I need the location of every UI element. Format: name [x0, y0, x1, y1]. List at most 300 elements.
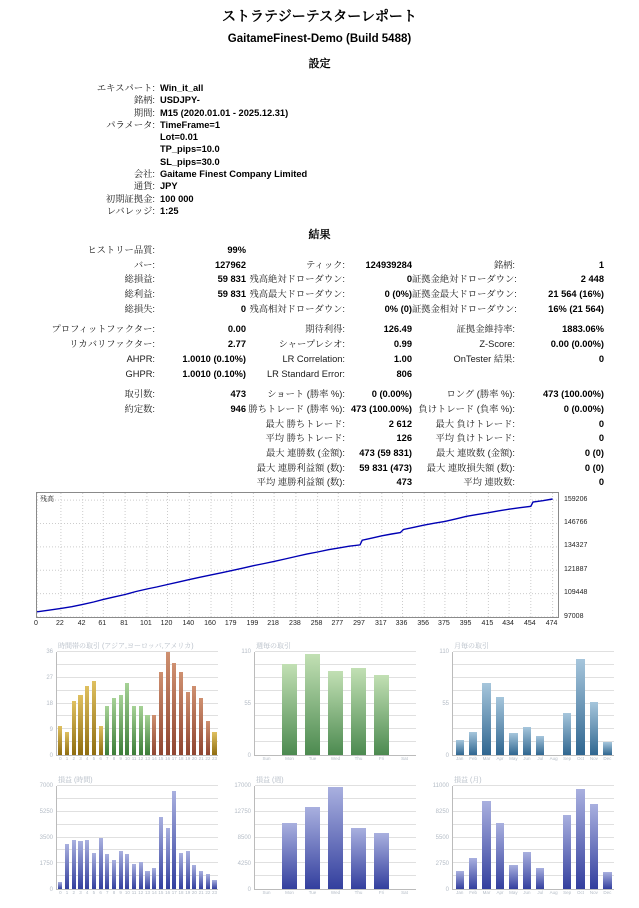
bar [351, 828, 365, 889]
bar [112, 860, 116, 889]
bar-chart-y-axis [228, 649, 254, 759]
result-value: 2 448 [580, 274, 604, 285]
result-label: ヒストリー品質: [87, 245, 155, 255]
result-label: GHPR: [125, 368, 155, 379]
bar-slot [84, 786, 91, 889]
result-value [345, 243, 412, 258]
result-label: 平均 連敗数: [463, 477, 515, 488]
bar [72, 840, 76, 889]
bar-series [453, 786, 614, 889]
bar-slot [493, 652, 506, 755]
bar-slot [184, 786, 191, 889]
x-tick-label: 15 [158, 890, 164, 895]
bar-chart [426, 775, 614, 905]
settings-row [0, 82, 307, 94]
y-tick-label: 36 [46, 649, 53, 655]
balance-x-tick-label: 356 [417, 620, 430, 627]
bar-slot [493, 786, 506, 889]
results-row [0, 272, 604, 287]
result-value: 1883.06% [562, 324, 604, 335]
y-tick-label: 110 [439, 649, 449, 655]
result-value: 0 (0.00%) [563, 403, 604, 414]
bar-chart-x-axis [255, 756, 416, 765]
bar [85, 686, 89, 755]
x-tick-label: 11 [131, 890, 137, 895]
bar [282, 664, 296, 755]
bar-slot [97, 786, 104, 889]
balance-x-tick-label: 120 [160, 620, 173, 627]
x-tick-label: Sat [401, 756, 408, 761]
bar [145, 715, 149, 755]
bar [92, 853, 96, 889]
settings-value: M15 (2020.01.01 - 2025.12.31) [160, 107, 289, 118]
bar-slot [601, 786, 614, 889]
result-value [155, 446, 246, 461]
bar [482, 801, 490, 889]
x-tick-label: Oct [577, 756, 585, 761]
settings-value: Gaitame Finest Company Limited [160, 169, 308, 180]
bar-slot [301, 786, 324, 889]
x-tick-label: 21 [198, 756, 204, 761]
result-value: 126 [396, 433, 412, 444]
result-value: 0.99 [393, 339, 412, 350]
bar [328, 671, 342, 755]
bar [576, 659, 584, 755]
settings-label: 通貨: [133, 181, 155, 192]
bar-slot [137, 786, 144, 889]
balance-y-tick-label: 109448 [564, 589, 588, 597]
x-tick-label: Tue [308, 756, 317, 761]
x-tick-label: 17 [171, 756, 177, 761]
x-tick-label: 13 [144, 890, 150, 895]
result-value: 2.77 [227, 339, 246, 350]
x-tick-label: Jul [537, 890, 544, 895]
result-value: 473 (100.00%) [351, 403, 412, 414]
bar-slot [278, 786, 301, 889]
bar [105, 706, 109, 755]
settings-value: USDJPY- [160, 95, 200, 106]
bar-slot [534, 786, 547, 889]
result-label: 負けトレード (負率 %): [418, 403, 515, 414]
x-tick-label: Feb [469, 756, 478, 761]
results-table [0, 243, 604, 490]
result-value: 946 [230, 403, 246, 414]
result-value: 0 [240, 303, 246, 314]
bar-slot [324, 786, 347, 889]
result-value: 473 [230, 389, 246, 400]
settings-section-header: 設定 [308, 58, 331, 70]
bar [509, 865, 517, 889]
bar-slot [574, 786, 587, 889]
bar-slot [184, 652, 191, 755]
bar-slot [560, 652, 573, 755]
results-row [0, 417, 604, 432]
x-tick-label: Aug [549, 756, 558, 761]
bar-chart-x-axis [453, 756, 614, 765]
y-tick-label: 17000 [234, 783, 251, 789]
results-row [0, 337, 604, 352]
x-tick-label: 2 [72, 756, 76, 761]
bar [132, 706, 136, 755]
result-label: 最大 連勝数 (金額): [265, 447, 345, 458]
bar [159, 817, 163, 889]
bar [72, 701, 76, 755]
result-value: 0 (0%) [384, 289, 412, 300]
x-tick-label: 18 [178, 890, 184, 895]
bar-slot [104, 652, 111, 755]
result-value: 0 [598, 418, 604, 429]
bar-slot [198, 652, 205, 755]
x-tick-label: 22 [205, 756, 211, 761]
balance-x-tick-label: 336 [395, 620, 408, 627]
y-tick-label: 7000 [39, 783, 53, 789]
balance-x-tick-label: 238 [289, 620, 301, 627]
result-label: AHPR: [126, 353, 155, 364]
result-value: 0% (0) [384, 303, 412, 314]
bar-slot [574, 652, 587, 755]
result-value: 2 612 [388, 418, 412, 429]
y-tick-label: 12750 [234, 809, 251, 815]
result-value: 0 [598, 477, 604, 488]
settings-table [0, 82, 307, 217]
bar [78, 695, 82, 755]
results-row [0, 475, 604, 490]
x-tick-label: 6 [99, 890, 102, 895]
result-label: LR Standard Error: [266, 368, 345, 379]
result-label: LR Correlation: [282, 353, 345, 364]
bar-chart-title: 損益 (時間) [58, 777, 93, 784]
settings-value: Win_it_all [160, 83, 204, 93]
x-tick-label: 6 [99, 756, 102, 761]
x-tick-label: 1 [65, 756, 69, 761]
x-tick-label: Wed [330, 756, 341, 761]
bar [58, 882, 62, 889]
x-tick-label: 9 [119, 890, 122, 895]
result-value: 1.0010 (0.10%) [182, 368, 246, 379]
balance-y-tick-label: 121887 [564, 565, 588, 573]
x-tick-label: 3 [79, 890, 82, 895]
result-value: 1 [598, 259, 604, 270]
result-label: ショート (勝率 %): [267, 389, 345, 400]
y-tick-label: 0 [445, 753, 449, 759]
result-value [155, 461, 246, 476]
y-tick-label: 9 [49, 727, 53, 733]
bar [152, 868, 156, 889]
result-value [515, 367, 604, 382]
y-tick-label: 27 [46, 675, 53, 681]
balance-y-tick-label: 159206 [564, 495, 588, 503]
bar-slot [178, 652, 185, 755]
result-value: 59 831 [217, 274, 246, 285]
x-tick-label: Mon [285, 890, 294, 895]
bar-slot [370, 652, 393, 755]
y-tick-label: 5250 [39, 809, 53, 815]
bar-chart-plot-area [56, 786, 218, 890]
balance-x-tick-label: 140 [182, 620, 195, 627]
bar-slot [507, 786, 520, 889]
balance-x-tick-label: 22 [55, 620, 64, 627]
x-tick-label: Thu [354, 890, 363, 895]
result-label: プロフィットファクター: [51, 324, 155, 335]
result-value: 0.00 (0.00%) [550, 339, 604, 350]
x-tick-label: Mar [482, 890, 491, 895]
y-tick-label: 18 [46, 701, 53, 707]
distribution-charts-grid [30, 641, 614, 905]
bar [166, 828, 170, 889]
bar [590, 702, 598, 755]
bar-slot [171, 786, 178, 889]
result-label: 総損益: [124, 274, 155, 285]
x-tick-label: Wed [330, 890, 341, 895]
result-value: 99% [227, 245, 246, 255]
result-value: 16% (21 564) [548, 303, 604, 314]
x-tick-label: Thu [354, 756, 363, 761]
settings-value: TimeFrame=1 [160, 119, 221, 130]
bar-slot [393, 786, 416, 889]
bar [351, 668, 365, 755]
settings-label: 銘柄: [133, 95, 155, 106]
bar-slot [547, 652, 560, 755]
bar-slot [158, 786, 165, 889]
x-tick-label: 12 [138, 890, 144, 895]
x-tick-label: Tue [308, 890, 317, 895]
bar-chart-y-axis [426, 783, 452, 893]
balance-x-tick-label: 277 [331, 620, 344, 627]
x-tick-label: Sat [401, 890, 408, 895]
x-tick-label: 10 [124, 890, 130, 895]
balance-x-tick-label: 258 [310, 620, 323, 627]
result-value [155, 431, 246, 446]
results-row [0, 302, 604, 317]
x-tick-label: Sun [262, 890, 271, 895]
x-tick-label: 20 [191, 890, 197, 895]
y-tick-label: 1750 [39, 861, 53, 867]
bar [482, 683, 490, 755]
result-label: 最大 連勝利益額 (数): [256, 462, 345, 473]
results-row [0, 322, 604, 337]
balance-series-label: 残高 [40, 496, 54, 503]
x-tick-label: 0 [59, 756, 62, 761]
bar-series [453, 652, 614, 755]
result-value: 59 831 (473) [359, 462, 412, 473]
bar [132, 864, 136, 889]
result-value: 0 (0.00%) [371, 389, 412, 400]
settings-label: パラメータ: [106, 119, 155, 130]
result-label: 総利益: [124, 289, 155, 300]
bar [496, 823, 504, 889]
bar-slot [64, 786, 71, 889]
x-tick-label: 3 [79, 756, 82, 761]
result-value: 0 (0) [584, 462, 604, 473]
bar-slot [97, 652, 104, 755]
results-row [0, 446, 604, 461]
report-subtitle: GaitameFinest-Demo (Build 5488) [227, 33, 412, 45]
x-tick-label: 5 [92, 756, 96, 761]
bar [92, 681, 96, 755]
x-tick-label: 19 [185, 890, 191, 895]
bar [159, 672, 163, 755]
bar [206, 874, 210, 889]
result-value [155, 475, 246, 490]
x-tick-label: May [509, 890, 518, 895]
y-tick-label: 8250 [435, 809, 449, 815]
x-tick-label: Apr [496, 756, 504, 761]
bar [603, 742, 611, 755]
x-tick-label: 5 [92, 890, 96, 895]
balance-x-tick-label: 179 [224, 620, 237, 627]
bar [192, 686, 196, 755]
bar-slot [84, 652, 91, 755]
x-tick-label: 17 [171, 890, 177, 895]
bar [99, 838, 103, 890]
bar [328, 787, 342, 889]
result-label: 最大 連敗損失額 (数): [426, 462, 515, 473]
bar-slot [131, 786, 138, 889]
x-tick-label: 4 [85, 756, 89, 761]
bar-slot [204, 786, 211, 889]
result-label: リカバリファクター: [69, 339, 155, 350]
bar [374, 675, 388, 755]
result-label: 証拠金維持率: [456, 324, 515, 335]
x-tick-label: Aug [549, 890, 558, 895]
bar-slot [211, 786, 218, 889]
bar [305, 807, 319, 889]
bar-slot [158, 652, 165, 755]
x-tick-label: 7 [106, 756, 109, 761]
bar-slot [57, 786, 64, 889]
result-label: 最大 勝ちトレード: [265, 418, 345, 429]
x-tick-label: Fri [378, 890, 385, 895]
result-label: 期待利得: [305, 324, 345, 335]
bar-slot [151, 652, 158, 755]
bar-slot [587, 786, 600, 889]
results-row [0, 367, 604, 382]
bar-slot [164, 652, 171, 755]
bar [192, 865, 196, 889]
result-value: 126.49 [383, 324, 412, 335]
x-tick-label: 1 [65, 890, 69, 895]
bar [305, 654, 319, 755]
bar-slot [601, 652, 614, 755]
result-value: 473 [396, 477, 412, 488]
x-tick-label: Nov [589, 756, 598, 761]
bar [199, 871, 203, 889]
bar [523, 852, 531, 889]
result-label: 平均 勝ちトレード: [265, 433, 345, 444]
bar-chart-plot-area [254, 652, 416, 756]
results-row [0, 387, 604, 402]
bar [576, 789, 584, 889]
bar [58, 726, 62, 755]
result-label: ロング (勝率 %): [446, 389, 515, 400]
bar [99, 726, 103, 755]
result-label: バー: [133, 259, 155, 270]
bar-slot [198, 786, 205, 889]
bar [199, 698, 203, 755]
bar-slot [117, 652, 124, 755]
result-label: 総損失: [124, 303, 155, 314]
bar-slot [393, 652, 416, 755]
result-label [0, 475, 155, 490]
bar-slot [534, 652, 547, 755]
bar [139, 706, 143, 755]
y-tick-label: 8500 [237, 835, 251, 841]
bar-slot [453, 786, 466, 889]
x-tick-label: Mar [482, 756, 491, 761]
settings-row [0, 119, 307, 131]
bar [282, 823, 296, 889]
bar-chart-y-axis [426, 649, 452, 759]
result-value: 21 564 (16%) [548, 289, 604, 300]
bar-chart [30, 775, 218, 905]
report-header [0, 6, 639, 45]
x-tick-label: Dec [603, 756, 612, 761]
settings-value: TP_pips=10.0 [160, 144, 220, 155]
bar-slot [211, 652, 218, 755]
bar-slot [587, 652, 600, 755]
bar [212, 732, 216, 755]
x-tick-label: 2 [72, 890, 76, 895]
results-row [0, 402, 604, 417]
x-tick-label: Sun [262, 756, 271, 761]
result-value: 0 [598, 353, 604, 364]
x-tick-label: Sep [563, 890, 572, 895]
bar [469, 732, 477, 755]
result-label: 証拠金絶対ドローダウン: [412, 274, 517, 285]
bar-chart [228, 775, 416, 905]
result-value: 0 [406, 274, 412, 285]
bar-series [57, 652, 218, 755]
bar-slot [77, 652, 84, 755]
x-tick-label: 13 [144, 756, 150, 761]
bar [105, 854, 109, 889]
balance-x-tick-label: 415 [481, 620, 494, 627]
balance-chart [34, 492, 636, 627]
bar-chart [426, 641, 614, 771]
settings-row [0, 94, 307, 106]
balance-x-tick-label: 434 [502, 620, 514, 627]
bar-slot [70, 652, 77, 755]
bar-slot [370, 786, 393, 889]
bar-chart-plot-area [254, 786, 416, 890]
result-label [246, 243, 345, 258]
bar [145, 871, 149, 889]
balance-x-tick-label: 0 [34, 620, 38, 627]
bar-chart-x-axis [255, 890, 416, 899]
result-label: 勝ちトレード (勝率 %): [248, 403, 345, 414]
balance-x-tick-label: 42 [77, 620, 86, 627]
bar-slot [64, 652, 71, 755]
x-tick-label: 23 [212, 890, 218, 895]
result-label [0, 461, 155, 476]
y-tick-label: 0 [49, 753, 53, 759]
bar-slot [347, 786, 370, 889]
y-tick-label: 5500 [435, 835, 449, 841]
bar-slot [480, 786, 493, 889]
settings-row [0, 143, 307, 155]
y-tick-label: 3500 [39, 835, 53, 841]
settings-value: SL_pips=30.0 [160, 156, 220, 167]
settings-row [0, 131, 307, 143]
x-tick-label: 18 [178, 756, 184, 761]
x-tick-label: 0 [59, 890, 62, 895]
balance-x-tick-label: 81 [120, 620, 128, 627]
y-tick-label: 0 [247, 753, 251, 759]
x-tick-label: Jun [523, 756, 531, 761]
bar-slot [191, 652, 198, 755]
bar-slot [204, 652, 211, 755]
results-row [0, 258, 604, 273]
